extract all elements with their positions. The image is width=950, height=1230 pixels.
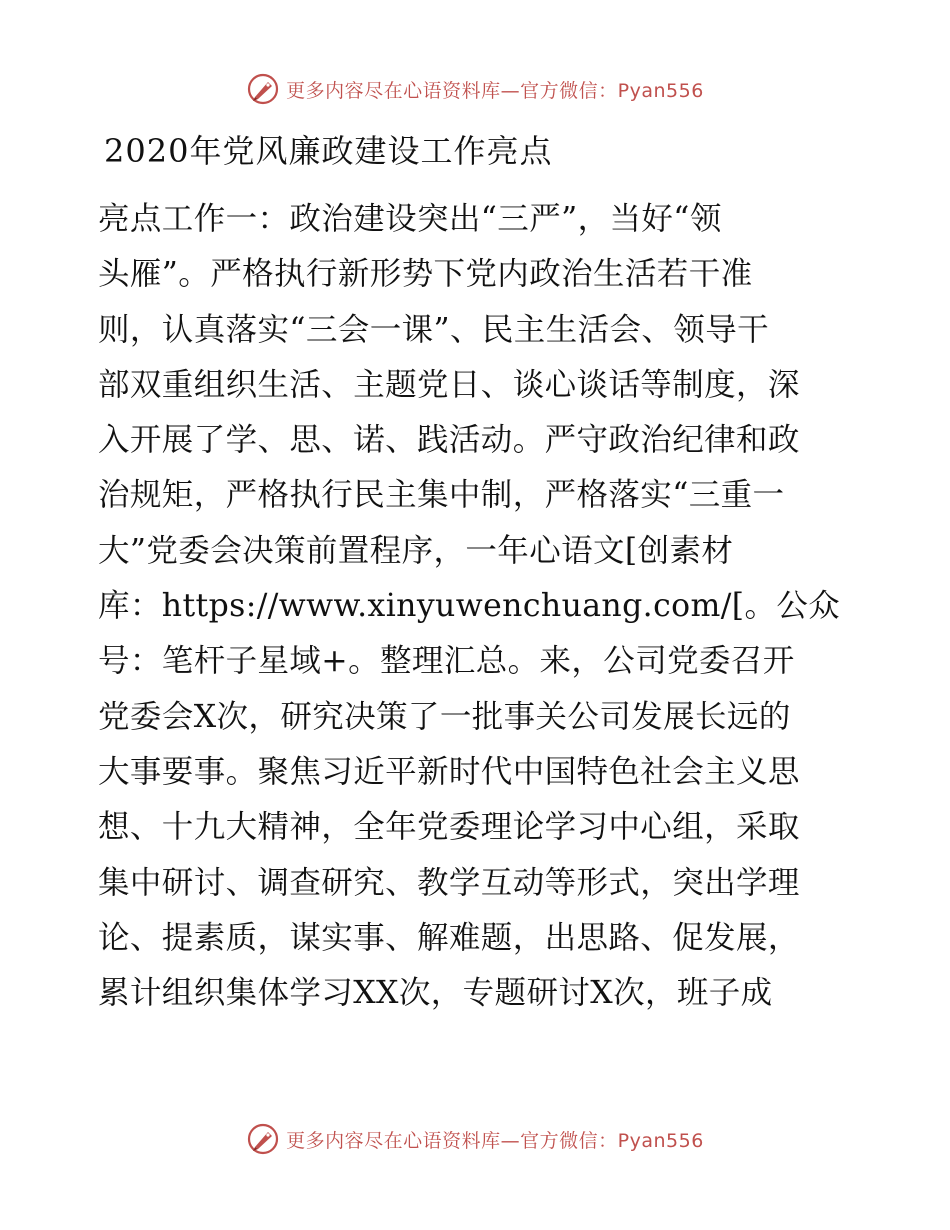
body-line: 累计组织集体学习XX次，专题研讨X次，班子成 bbox=[98, 975, 773, 1012]
body-line: 头雁”。严格执行新形势下党内政治生活若干准 bbox=[98, 256, 753, 293]
document-body bbox=[98, 192, 858, 1021]
pen-nib-logo-icon bbox=[246, 1122, 280, 1156]
document-title: 2020年党风廉政建设工作亮点 bbox=[104, 132, 553, 170]
body-line: 论、提素质，谋实事、解难题，出思路、促发展， bbox=[98, 919, 800, 956]
body-line: 入开展了学、思、诺、践活动。严守政治纪律和政 bbox=[98, 422, 800, 459]
body-line: 治规矩，严格执行民主集中制，严格落实“三重一 bbox=[98, 477, 785, 514]
body-line: 大事要事。聚焦习近平新时代中国特色社会主义思 bbox=[98, 753, 800, 790]
pen-nib-logo-icon bbox=[246, 72, 280, 106]
header-banner bbox=[0, 72, 950, 106]
body-line: 大”党委会决策前置程序，一年心语文[创素材 bbox=[98, 532, 734, 569]
body-line: 号：笔杆子星域+。整理汇总。来，公司党委召开 bbox=[98, 643, 795, 680]
body-line: 库：https://www.xinyuwenchuang.com/[。公众 bbox=[98, 588, 841, 625]
body-line: 集中研讨、调查研究、教学互动等形式，突出学理 bbox=[98, 864, 800, 901]
body-line: 想、十九大精神，全年党委理论学习中心组，采取 bbox=[98, 809, 800, 846]
body-line: 部双重组织生活、主题党日、谈心谈话等制度，深 bbox=[98, 366, 800, 403]
header-banner-text: 更多内容尽在心语资料库—官方微信：Pyan556 bbox=[286, 79, 704, 102]
footer-banner-text: 更多内容尽在心语资料库—官方微信：Pyan556 bbox=[286, 1129, 704, 1152]
body-line: 亮点工作一：政治建设突出“三严”，当好“领 bbox=[98, 201, 722, 237]
body-line: 则，认真落实“三会一课”、民主生活会、领导干 bbox=[98, 311, 770, 348]
body-line: 党委会X次，研究决策了一批事关公司发展长远的 bbox=[98, 698, 791, 735]
footer-banner bbox=[0, 1122, 950, 1156]
